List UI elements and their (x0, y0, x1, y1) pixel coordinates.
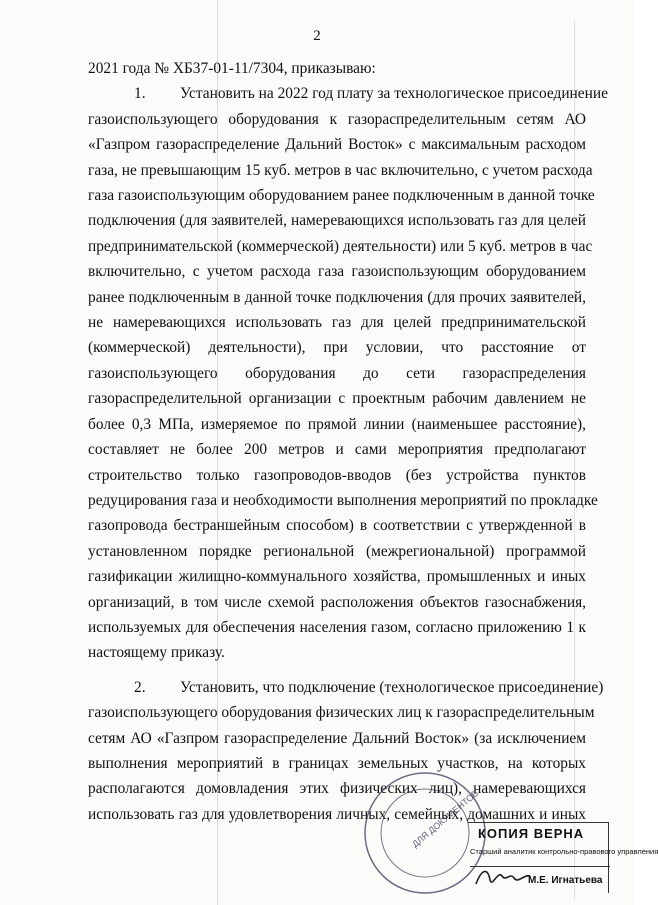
item-number: 2. (134, 678, 146, 696)
stamp-signer-name: М.Е. Игнатьева (528, 875, 603, 886)
text-line: газоиспользующего оборудования физических лиц к газораспределительным (88, 704, 595, 722)
text-line: газораспределительной организации с проектным рабочим давлением не (88, 390, 586, 408)
text-line: располагаются домовладения этих физических лиц), намеревающихся (88, 780, 586, 798)
text-line: составляет не более 200 метров и сами мероприятия предполагают (88, 441, 586, 459)
text-line: более 0,3 МПа, измеряемое по прямой линии (наименьшее расстояние), (88, 415, 586, 433)
text-line: (коммерческой) деятельности), при условии, что расстояние от (88, 339, 586, 357)
handwritten-signature (472, 862, 532, 892)
text-line: выполнения мероприятий в границах земельных участков, на которых (88, 754, 586, 772)
text-line: редуцирования газа и необходимости выполнения мероприятий по прокладке (88, 491, 598, 509)
text-line: установленном порядке региональной (межрегиональной) программой (88, 542, 586, 560)
text-line: настоящему приказу. (88, 644, 225, 662)
stamp-subtitle: Старший аналитик контрольно-правового управления (470, 847, 658, 856)
paragraph-gap (88, 666, 586, 675)
text-line: сетям АО «Газпром газораспределение Дальний Восток» (за исключением (88, 729, 586, 747)
text-line: газоиспользующего оборудования до сети газораспределения (88, 364, 586, 382)
text-line: газа газоиспользующим оборудованием ранее подключенным в данной точке (88, 187, 595, 205)
seal-text: ДЛЯ ДОКУМЕНТОВ (410, 788, 481, 850)
text-line: газификации жилищно-коммунального хозяйства, промышленных и иных (88, 568, 586, 586)
item-2-first-line (88, 675, 604, 700)
text-line: газа, не превышающим 15 куб. метров в час включительно, с учетом расхода (88, 161, 593, 179)
stamp-title: КОПИЯ ВЕРНА (478, 826, 585, 841)
text-line: предпринимательской (коммерческой) деятельности) или 5 куб. метров в час (88, 237, 593, 255)
text-line: 2021 года № ХБ37-01-11/7304, приказываю: (88, 60, 376, 77)
text-line: «Газпром газораспределение Дальний Восток» с максимальным расходом (88, 136, 586, 154)
text-line: не намеревающихся использовать газ для целей предпринимательской (88, 314, 586, 332)
text-line: организаций, в том числе схемой расположения объектов газоснабжения, (88, 593, 586, 611)
page-number: 2 (313, 28, 321, 44)
document-body (88, 56, 608, 827)
text-line: газоиспользующего оборудования к газораспределительным сетям АО (88, 110, 586, 128)
text-line: используемых для обеспечения населения газом, согласно приложению 1 к (88, 618, 586, 636)
text-line: строительство только газопроводов-вводов (без устройства пунктов (88, 466, 586, 484)
item-text: Установить на 2022 год плату за технологическое присоединение (180, 85, 608, 103)
text-line: ранее подключенным в данной точке подключения (для прочих заявителей, (88, 288, 586, 306)
item-text: Установить, что подключение (технологическое присоединение) (180, 678, 604, 696)
text-line: подключения (для заявителей, намеревающихся использовать газ для целей (88, 212, 586, 230)
text-line: использовать газ для удовлетворения личных, семейных, домашних и иных (88, 805, 586, 823)
text-line: включительно, с учетом расхода газа газоиспользующим оборудованием (88, 263, 586, 281)
item-1-first-line (88, 81, 608, 106)
text-line: газопровода бестраншейным способом) в соответствии с утвержденной в (88, 517, 586, 535)
item-number: 1. (134, 85, 146, 103)
